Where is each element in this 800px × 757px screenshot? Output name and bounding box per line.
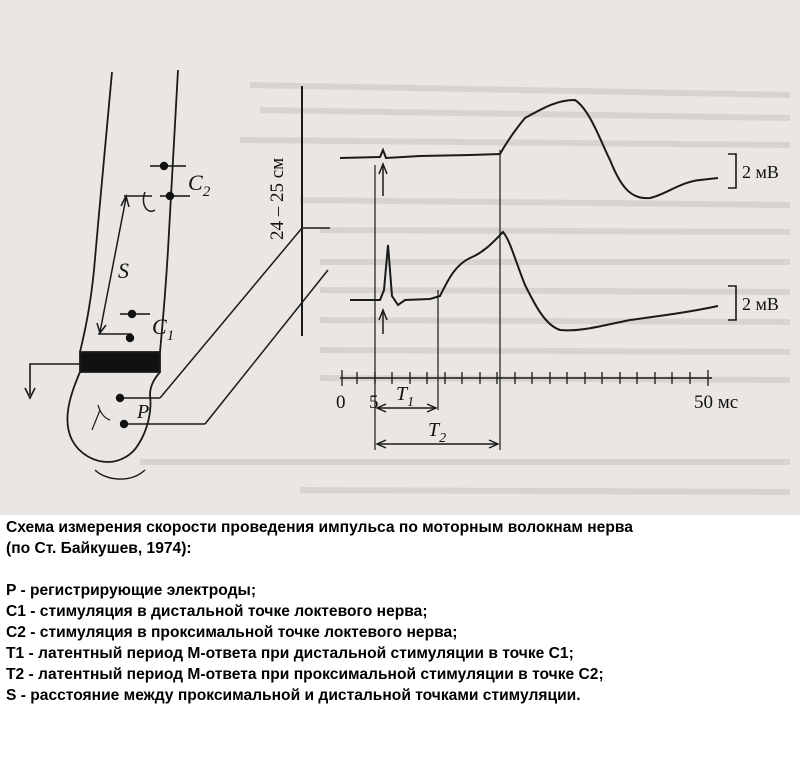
- label-c2: $C_2$: [188, 170, 211, 200]
- arm-outline: [25, 70, 178, 479]
- distance-label: 24 – 25 см: [267, 157, 288, 240]
- bleed-through-texture: [140, 85, 790, 492]
- electrode-p-upper: [117, 395, 124, 402]
- tick-label-5: 5: [369, 392, 379, 413]
- caption-title-line-2: (по Ст. Байкушев, 1974):: [6, 540, 192, 557]
- scale-label-lower: 2 мВ: [742, 294, 779, 314]
- label-t2: $T_2$: [428, 419, 447, 446]
- label-c1: $C_1$: [152, 314, 175, 344]
- label-s: S: [118, 258, 129, 283]
- caption-item-c2: C2 - стимуляция в проксимальной точке локтевого нерва;: [6, 624, 458, 641]
- caption-item-s: S - расстояние между проксимальной и дистальной точками стимуляции.: [6, 687, 581, 704]
- trace-lower: [350, 232, 718, 330]
- caption-item-p: P - регистрирующие электроды;: [6, 582, 257, 599]
- caption-title-line-1: Схема измерения скорости проведения импульса по моторным волокнам нерва: [6, 519, 633, 536]
- figure-caption: [6, 517, 796, 755]
- t2-arrow: [377, 440, 498, 448]
- tick-label-0: 0: [336, 392, 346, 413]
- electrode-p-lower: [121, 421, 128, 428]
- caption-item-t2: T2 - латентный период М-ответа при проксимальной стимуляции в точке C2;: [6, 666, 604, 683]
- label-p: P: [137, 401, 150, 423]
- scale-label-upper: 2 мВ: [742, 162, 779, 182]
- caption-item-t1: T1 - латентный период М-ответа при дистальной стимуляции в точке C1;: [6, 645, 574, 662]
- stimulus-arrow-upper: [379, 164, 387, 196]
- label-t1: $T_1$: [396, 383, 415, 410]
- caption-spacer: [6, 559, 796, 580]
- caption-item-c1: C1 - стимуляция в дистальной точке локтевого нерва;: [6, 603, 428, 620]
- recording-leads: [124, 86, 330, 424]
- electrode-c1-lower: [127, 335, 134, 342]
- tick-label-50: 50 мс: [694, 392, 739, 413]
- scale-bar-upper: [728, 154, 736, 188]
